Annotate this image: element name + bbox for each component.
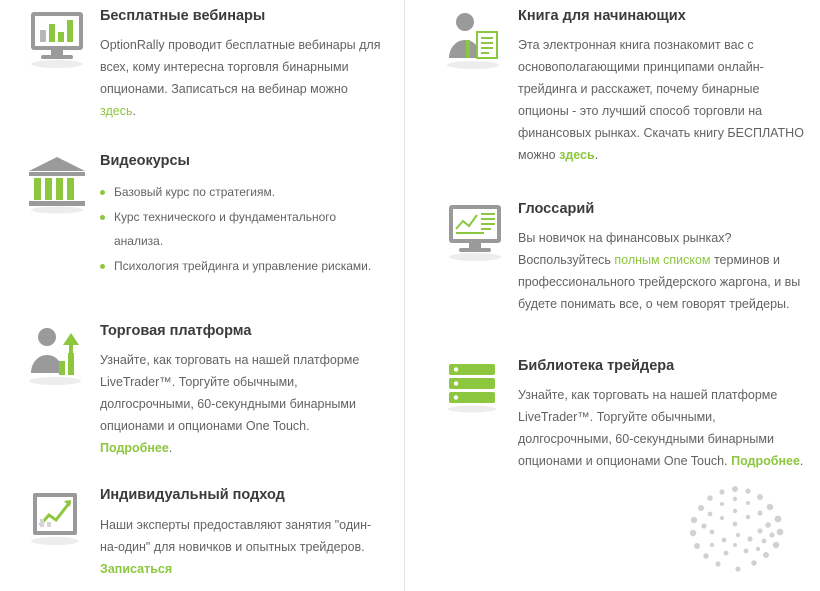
server-stack-icon <box>432 358 518 416</box>
bank-columns-icon <box>14 153 100 215</box>
person-arrow-chart-icon <box>14 323 100 391</box>
feature-text-before: OptionRally проводит бесплатные вебинары для всех, кому интересна торговля бинарными опционами. Записаться на вебинар можно <box>100 38 381 97</box>
feature-webinars <box>14 8 384 123</box>
right-column <box>420 0 820 591</box>
feature-title: Бесплатные вебинары <box>100 8 266 24</box>
feature-ebook <box>432 8 804 167</box>
feature-text-before: Вы новичок на финансовых рынках? Воспользуйтесь <box>518 231 732 267</box>
growth-chart-icon <box>14 487 100 551</box>
ebook-link[interactable]: здесь <box>559 147 595 162</box>
video-courses-list <box>100 180 384 278</box>
feature-text-before: Эта электронная книга познакомит вас с основополагающими принципами онлайн-трейдинга и расскажет, почему бинарные опционы - это лучший способ торговли на финансовых рынках. Скачать книгу БЕСПЛАТНО можно <box>518 38 804 162</box>
glossary-link[interactable]: полным списком <box>614 252 711 267</box>
feature-title: Торговая платформа <box>100 322 252 339</box>
list-item: Психология трейдинга и управление рисками. <box>100 254 384 279</box>
feature-trading-platform <box>14 323 384 460</box>
feature-text-after: . <box>132 104 136 119</box>
feature-text <box>518 35 804 166</box>
dotted-globe-graphic <box>660 469 810 589</box>
feature-glossary <box>432 201 804 316</box>
platform-more-link[interactable]: Подробнее <box>100 440 169 455</box>
feature-title: Библиотека трейдера <box>518 357 675 374</box>
column-divider <box>404 0 405 591</box>
feature-text-before: Узнайте, как торговать на нашей платформе LiveTrader™. Торгуйте обычными, долгосрочными, 60-секундными бинарными опционами и опционами One Touch. <box>100 353 360 433</box>
feature-text-after: . <box>594 147 599 162</box>
feature-text <box>100 350 384 459</box>
feature-individual-approach <box>14 487 384 580</box>
feature-text-before: Наши эксперты предоставляют занятия "один-на-один" для новичков и опытных трейдеров. <box>100 517 372 554</box>
feature-text-after: . <box>799 453 804 468</box>
feature-text <box>100 515 384 581</box>
feature-text-before: Узнайте, как торговать на нашей платформе LiveTrader™. Торгуйте обычными, долгосрочными, 60-секундными бинарными опционами и опционами One Touch. <box>518 387 778 468</box>
feature-title: Книга для начинающих <box>518 8 686 24</box>
feature-text <box>518 228 804 316</box>
list-item: Базовый курс по стратегиям. <box>100 180 384 205</box>
person-document-icon <box>432 8 518 76</box>
feature-title: Видеокурсы <box>100 152 190 169</box>
feature-video-courses <box>14 153 384 279</box>
feature-trader-library <box>432 358 804 473</box>
monitor-bar-chart-icon <box>14 8 100 72</box>
signup-link[interactable]: Записаться <box>100 561 173 576</box>
feature-text <box>518 385 804 473</box>
list-item: Курс технического и фундаментального анализа. <box>100 205 384 254</box>
feature-text <box>100 35 384 123</box>
left-column <box>0 0 400 591</box>
feature-title: Индивидуальный подход <box>100 487 285 504</box>
library-more-link[interactable]: Подробнее <box>731 453 800 468</box>
feature-text-after: терминов и профессионального трейдерского жаргона, и вы будете понимать все, о чем говорят трейдеры. <box>518 252 801 311</box>
monitor-document-icon <box>432 201 518 265</box>
webinars-link[interactable]: здесь <box>100 104 133 119</box>
feature-title: Глоссарий <box>518 200 595 217</box>
feature-text-after: . <box>168 440 173 455</box>
